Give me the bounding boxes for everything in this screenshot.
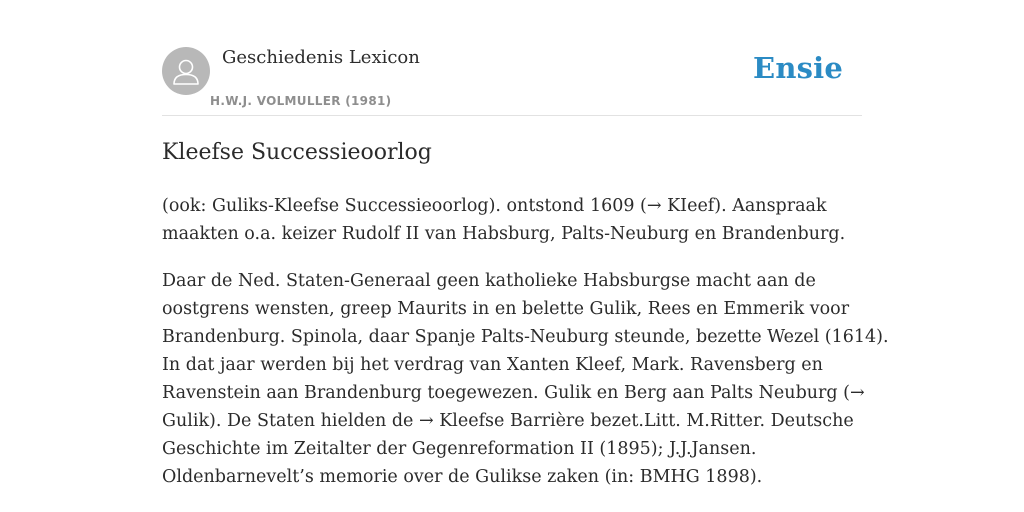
paragraph-line: Ravenstein aan Brandenburg toegewezen. Gulik en Berg aan Palts Neuburg (→	[162, 383, 865, 403]
paragraph-line: maakten o.a. keizer Rudolf II van Habsburg, Palts-Neuburg en Brandenburg.	[162, 224, 846, 244]
brand-logo[interactable]: Ensie	[753, 51, 843, 85]
article-paragraph	[162, 267, 889, 491]
article-title: Kleefse Successieoorlog	[162, 140, 432, 165]
paragraph-line: Oldenbarnevelt’s memorie over de Gulikse zaken (in: BMHG 1898).	[162, 467, 763, 487]
user-icon	[162, 47, 210, 95]
paragraph-line: Gulik). De Staten hielden de → Kleefse Barrière bezet.Litt. M.Ritter. Deutsche	[162, 411, 854, 431]
lexicon-name[interactable]: Geschiedenis Lexicon	[222, 47, 420, 68]
header-divider	[162, 115, 862, 116]
paragraph-line: In dat jaar werden bij het verdrag van Xanten Kleef, Mark. Ravensberg en	[162, 355, 823, 375]
paragraph-line: Daar de Ned. Staten-Generaal geen katholieke Habsburgse macht aan de	[162, 271, 816, 291]
article-body	[162, 192, 889, 510]
paragraph-line: Geschichte im Zeitalter der Gegenreformation II (1895); J.J.Jansen.	[162, 439, 757, 459]
paragraph-line: oostgrens wensten, greep Maurits in en belette Gulik, Rees en Emmerik voor	[162, 299, 850, 319]
avatar[interactable]	[162, 47, 210, 95]
article-paragraph	[162, 192, 862, 248]
paragraph-line: (ook: Guliks-Kleefse Successieoorlog). ontstond 1609 (→ KIeef). Aanspraak	[162, 196, 827, 216]
paragraph-line: Brandenburg. Spinola, daar Spanje Palts-Neuburg steunde, bezette Wezel (1614).	[162, 327, 889, 347]
author-name[interactable]: H.W.J. VOLMULLER (1981)	[210, 94, 392, 108]
